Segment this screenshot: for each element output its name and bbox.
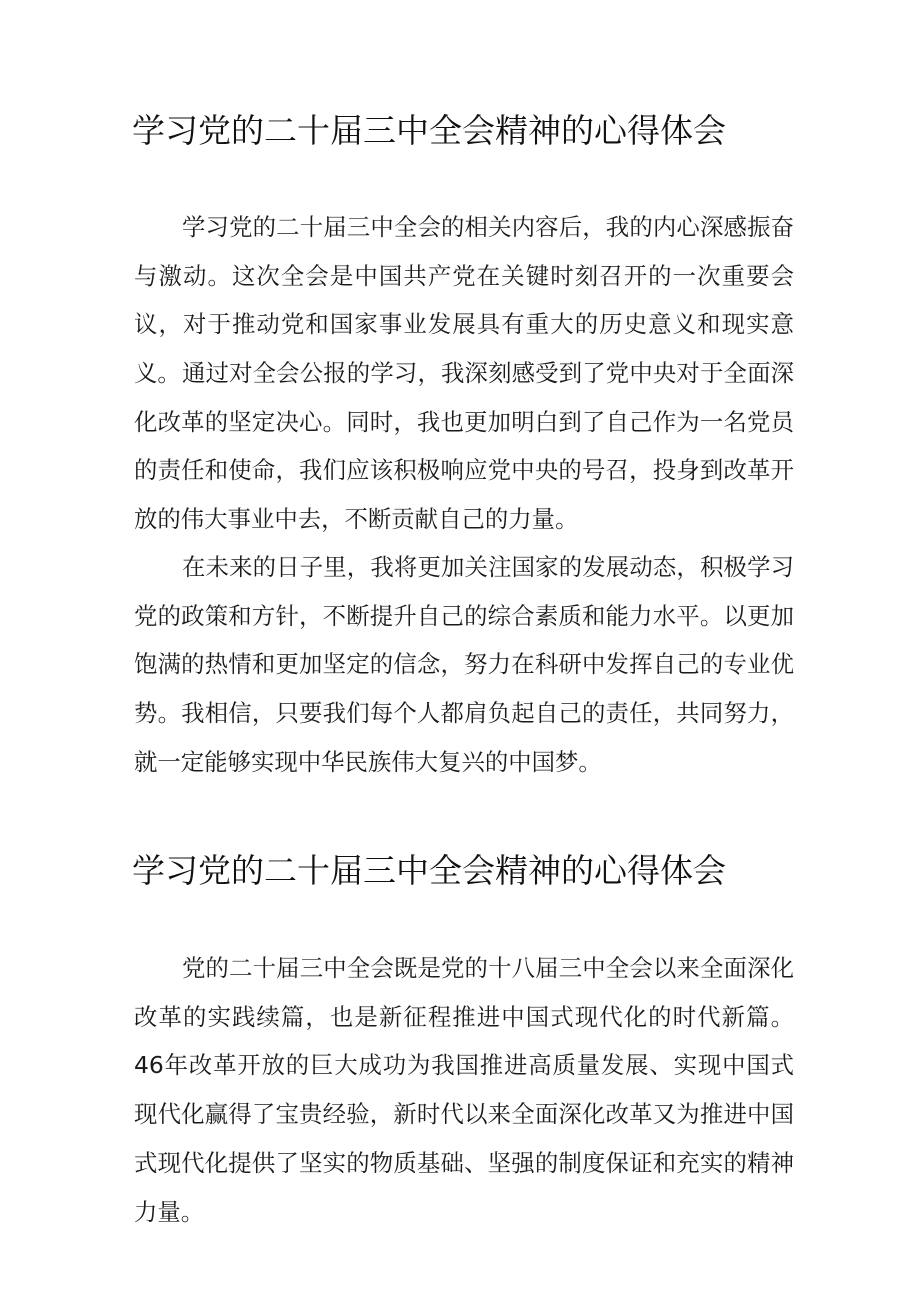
article-1-paragraph-2: 通过对全会公报的学习，我深刻感受到了党中央对于全面深化改革的坚定决心。同时，我也更加明白到了自己作为一名党员的责任和使命，我们应该积极响应党中央的号召，投身到改革开放的伟大事业中去，不断贡献自己的力量。 [134, 359, 794, 534]
article-1-title: 学习党的二十届三中全会精神的心得体会 [132, 111, 726, 150]
article-1-paragraph-1: 学习党的二十届三中全会的相关内容后，我的内心深感振奋与激动。这次全会是中国共产党在关键时刻召开的一次重要会议，对于推动党和国家事业发展具有重大的历史意义和现实意义。 [134, 213, 794, 388]
article-1-paragraph-3: 在未来的日子里，我将更加关注国家的发展动态，积极学习党的政策和方针，不断提升自己的综合素质和能力水平。以更加饱满的热情和更加坚定的信念，努力在科研中发挥自己的专业优势。我相信，只要我们每个人都肩负起自己的责任，共同努力，就一定能够实现中华民族伟大复兴的中国梦。 [134, 553, 794, 776]
article-2-paragraph-1: 党的二十届三中全会既是党的十八届三中全会以来全面深化改革的实践续篇，也是新征程推进中国式现代化的时代新篇。46年改革开放的巨大成功为我国推进高质量发展、实现中国式现代化赢得了宝贵经验，新时代以来全面深化改革又为推进中国式现代化提供了坚实的物质基础、坚强的制度保证和充实的精神力量。 [134, 954, 794, 1226]
article-2-title: 学习党的二十届三中全会精神的心得体会 [132, 851, 726, 890]
